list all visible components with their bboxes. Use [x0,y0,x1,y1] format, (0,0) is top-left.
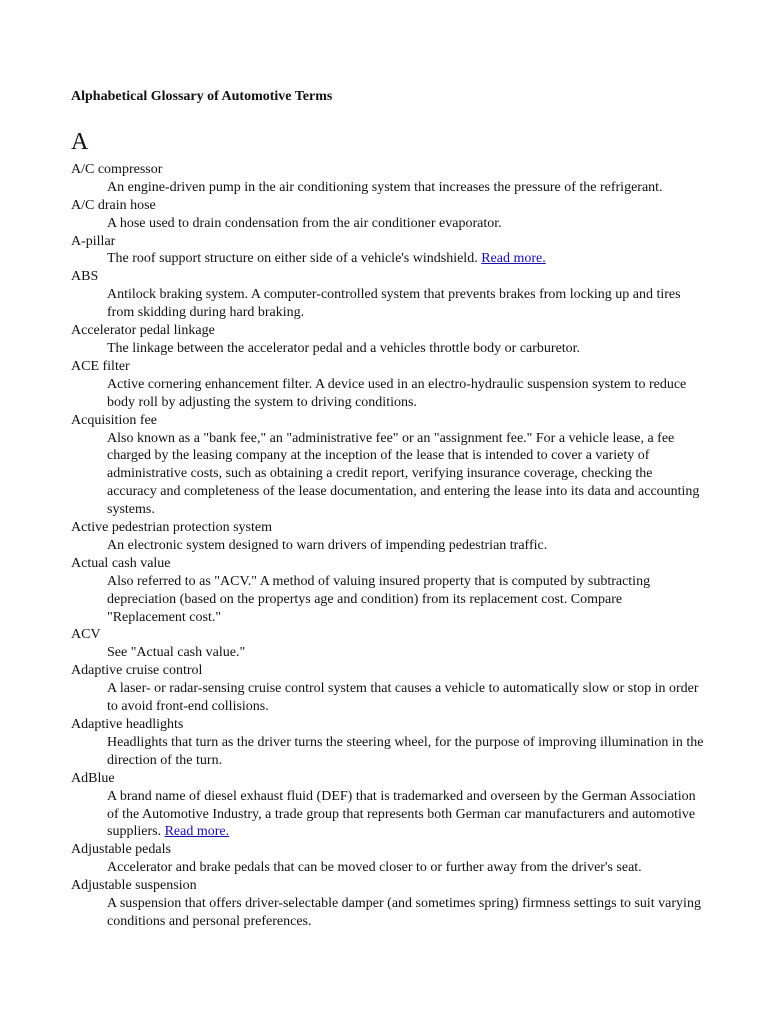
definition-text: An engine-driven pump in the air conditioning system that increases the pressure of the refrigerant. [107,179,663,195]
definition-text: An electronic system designed to warn drivers of impending pedestrian traffic. [107,537,548,553]
glossary-definition [107,179,704,197]
glossary-term: Active pedestrian protection system [71,520,272,536]
glossary-term: Adaptive cruise control [71,663,203,679]
section-letter: A [71,128,89,155]
definition-text: Active cornering enhancement filter. A device used in an electro-hydraulic suspension system to reduce body roll by adjusting the system to driving conditions. [107,376,687,410]
definition-text: See "Actual cash value." [107,645,246,661]
glossary-term: Adaptive headlights [71,717,184,732]
glossary-term: A/C drain hose [71,197,156,213]
glossary-definition [107,644,704,662]
definition-text: A laser- or radar-sensing cruise control system that causes a vehicle to automatically slow or stop in order to avoid front-end collisions. [107,681,699,715]
read-more-link[interactable]: Read more. [481,251,546,267]
glossary-term: A-pillar [71,233,116,249]
definition-text: A suspension that offers driver-selectable damper (and sometimes spring) firmness settings to suit varying conditions and personal preferences. [107,896,701,929]
glossary-definition [107,573,704,627]
definition-text: Headlights that turn as the driver turns the steering wheel, for the purpose of improving illumination in the direction of the turn. [107,734,704,768]
glossary-list [71,161,704,931]
glossary-term: ACV [71,627,101,643]
glossary-term: ABS [71,269,99,285]
glossary-term: AdBlue [71,770,115,786]
glossary-term: Adjustable suspension [71,878,197,894]
definition-text: Also known as a "bank fee," an "administrative fee" or an "assignment fee." For a vehicle lease, a fee charged by the leasing company at the inception of the lease that is intended to cover a variety of administrative costs, such as obtaining a credit report, verifying insurance coverage, checking the accuracy and completeness of the lease documentation, and entering the lease into its data and accounting systems. [107,430,700,518]
definition-text: A hose used to drain condensation from the air conditioner evaporator. [107,215,502,231]
glossary-term: Adjustable pedals [71,842,171,858]
glossary-term: ACE filter [71,358,130,374]
glossary-definition [107,376,704,412]
glossary-definition [107,859,704,877]
glossary-definition [107,340,704,358]
glossary-definition [107,734,704,770]
glossary-definition [107,537,704,555]
definition-text: Also referred to as "ACV." A method of valuing insured property that is computed by subtracting depreciation (based on the propertys age and condition) from its replacement cost. Compare "Replacement cost." [107,573,651,625]
read-more-link[interactable]: Read more. [164,824,230,840]
glossary-term: Actual cash value [71,555,171,571]
glossary-term: Acquisition fee [71,412,157,428]
glossary-definition [107,286,704,322]
glossary-definition [107,895,704,931]
definition-text: Antilock braking system. A computer-controlled system that prevents brakes from locking up and tires from skidding during hard braking. [107,287,681,321]
glossary-definition [107,788,704,842]
glossary-term: A/C compressor [71,161,163,177]
glossary-definition [107,430,704,520]
definition-text: The roof support structure on either side of a vehicle's windshield. [107,251,478,267]
definition-text: Accelerator and brake pedals that can be moved closer to or further away from the driver's seat. [107,860,642,876]
glossary-definition [107,680,704,716]
definition-text: A brand name of diesel exhaust fluid (DEF) that is trademarked and overseen by the German Association of the Automotive Industry, a trade group that represents both German car manufacturers and automotive suppliers. [107,788,696,840]
document-title: Alphabetical Glossary of Automotive Terms [71,89,333,104]
glossary-term: Accelerator pedal linkage [71,323,215,339]
glossary-definition [107,215,704,233]
glossary-definition [107,250,704,268]
definition-text: The linkage between the accelerator pedal and a vehicles throttle body or carburetor. [107,340,581,356]
